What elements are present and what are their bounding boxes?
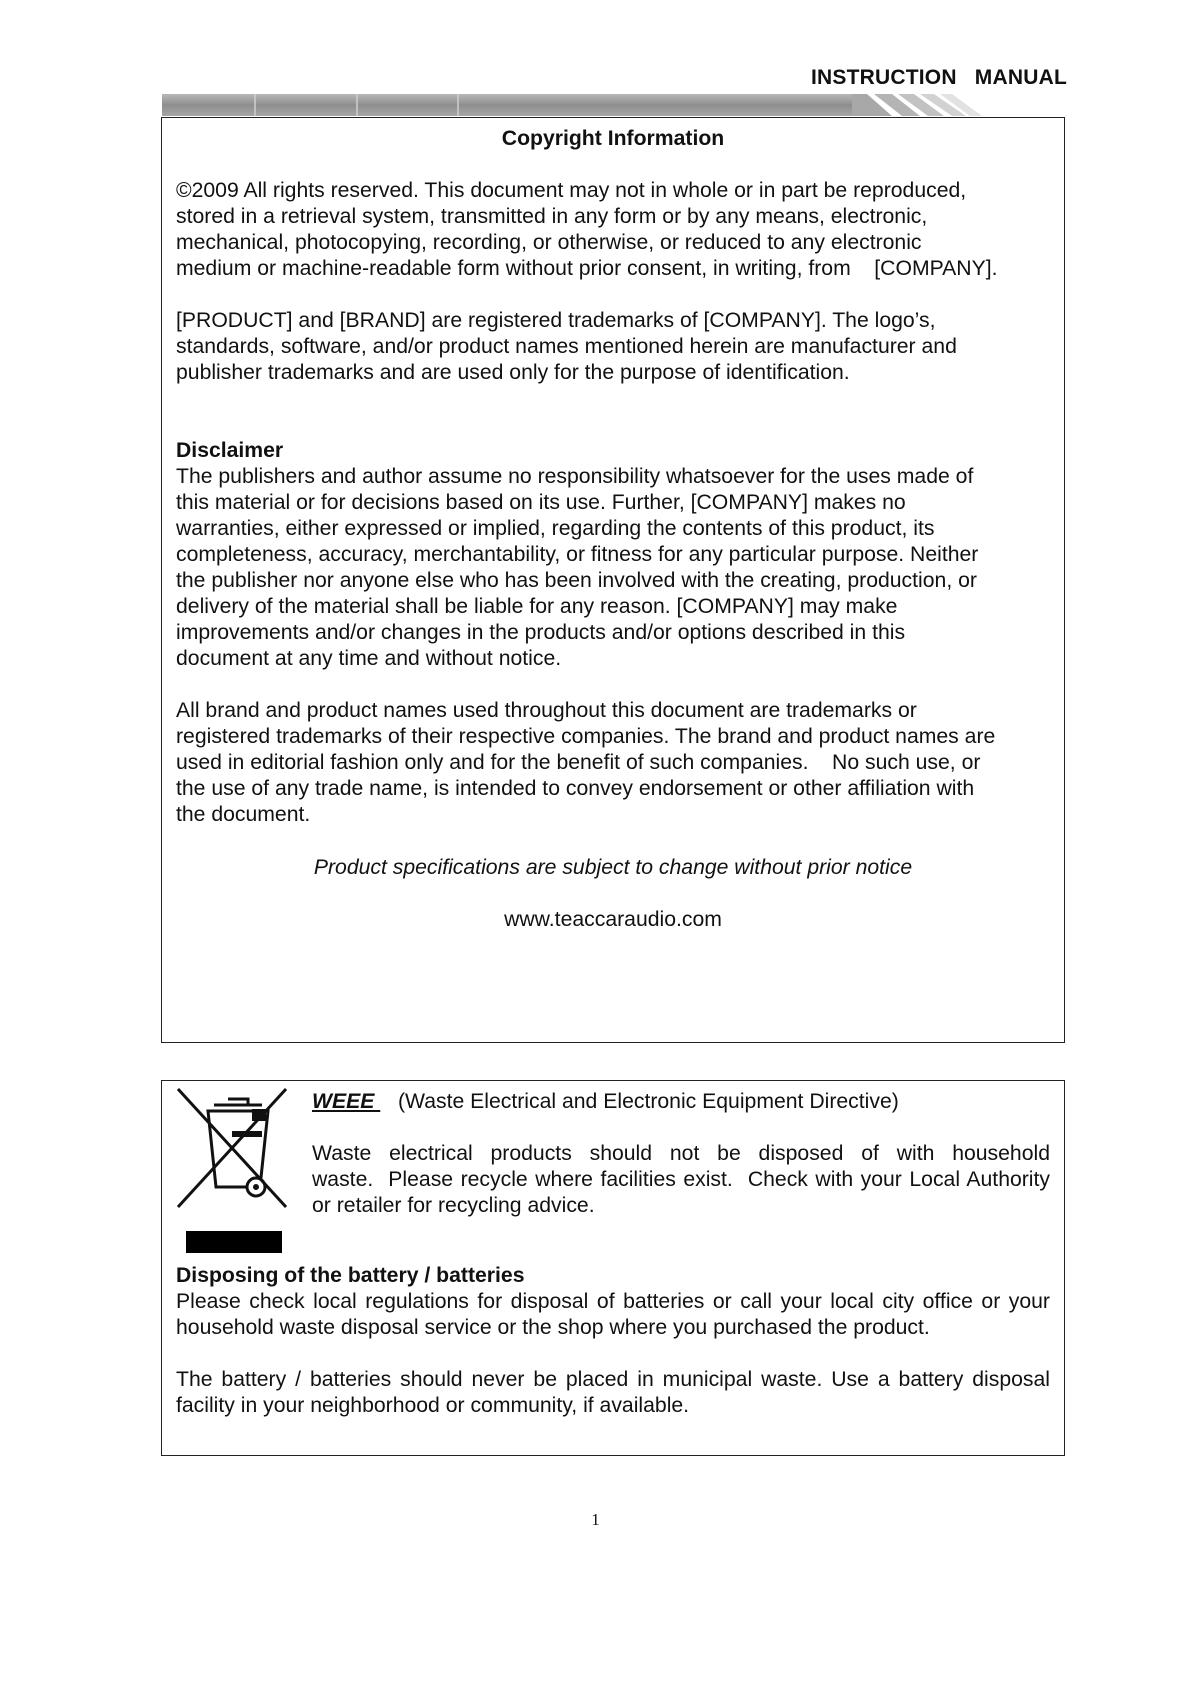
text-line: The publishers and author assume no responsibility whatsoever for the uses made of [176, 465, 974, 488]
text-line: standards, software, and/or product names mentioned herein are manufacturer and [176, 335, 957, 358]
text-line: improvements and/or changes in the products and/or options described in this [176, 621, 906, 644]
text-line: delivery of the material shall be liable for any reason. [COMPANY] may make [176, 595, 898, 618]
text-line: this material or for decisions based on its use. Further, [COMPANY] makes no [176, 491, 906, 514]
text-line: warranties, either expressed or implied, regarding the contents of this product, its [176, 517, 935, 540]
text-line: the use of any trade name, is intended to convey endorsement or other affiliation with [176, 777, 975, 800]
crossed-out-wheelie-bin-icon [176, 1085, 296, 1255]
text-line: mechanical, photocopying, recording, or otherwise, or reduced to any electronic [176, 231, 922, 254]
text-line: medium or machine-readable form without prior consent, in writing, from [COMPANY]. [176, 257, 998, 280]
header-decorative-bar [162, 94, 982, 116]
disclaimer-heading: Disclaimer [176, 439, 284, 462]
manual-header-title: INSTRUCTION MANUAL [811, 66, 1067, 89]
text-line: used in editorial fashion only and for the benefit of such companies. No such use, or [176, 751, 981, 774]
copyright-disclaimer-box [161, 117, 1065, 1043]
spec-change-notice: Product specifications are subject to change without prior notice [313, 856, 913, 879]
website-link[interactable]: www.teaccaraudio.com [504, 908, 722, 931]
text-line: [PRODUCT] and [BRAND] are registered trademarks of [COMPANY]. The logo’s, [176, 309, 936, 332]
copyright-paragraph-1 [176, 178, 1050, 282]
text-line: stored in a retrieval system, transmitted in any form or by any means, electronic, [176, 205, 928, 228]
disclaimer-paragraph-2 [176, 698, 1050, 828]
weee-title: WEEE [312, 1090, 381, 1113]
battery-paragraph-1: Please check local regulations for disposal of batteries or call your local city office or your household waste disposal service or the shop where you purchased the product. [176, 1290, 1050, 1339]
disclaimer-paragraph-1 [176, 464, 1050, 672]
weee-battery-box [161, 1080, 1065, 1456]
text-line: completeness, accuracy, merchantability, or fitness for any particular purpose. Neither [176, 543, 979, 566]
text-line: publisher trademarks and are used only for the purpose of identification. [176, 361, 850, 384]
weee-text: Waste electrical products should not be disposed of with household waste. Please recycle where facilities exist. Check with your Local Authority or retailer for recycling advice. [312, 1142, 1050, 1217]
copyright-paragraph-2 [176, 308, 1050, 386]
battery-paragraph-2: The battery / batteries should never be placed in municipal waste. Use a battery disposal facility in your neighborhood or community, if available. [176, 1368, 1050, 1417]
text-line: registered trademarks of their respective companies. The brand and product names are [176, 725, 996, 748]
text-line: All brand and product names used throughout this document are trademarks or [176, 699, 917, 722]
weee-subtitle: (Waste Electrical and Electronic Equipment Directive) [397, 1090, 899, 1113]
copyright-heading: Copyright Information [501, 127, 725, 150]
text-line: the publisher nor anyone else who has been involved with the creating, production, or [176, 569, 977, 592]
battery-heading: Disposing of the battery / batteries [176, 1264, 525, 1287]
text-line: ©2009 All rights reserved. This document may not in whole or in part be reproduced, [176, 179, 967, 202]
text-line: the document. [176, 803, 311, 826]
weee-heading-line [312, 1089, 1050, 1115]
text-line: document at any time and without notice. [176, 647, 562, 670]
page-number: 1 [591, 1510, 600, 1529]
